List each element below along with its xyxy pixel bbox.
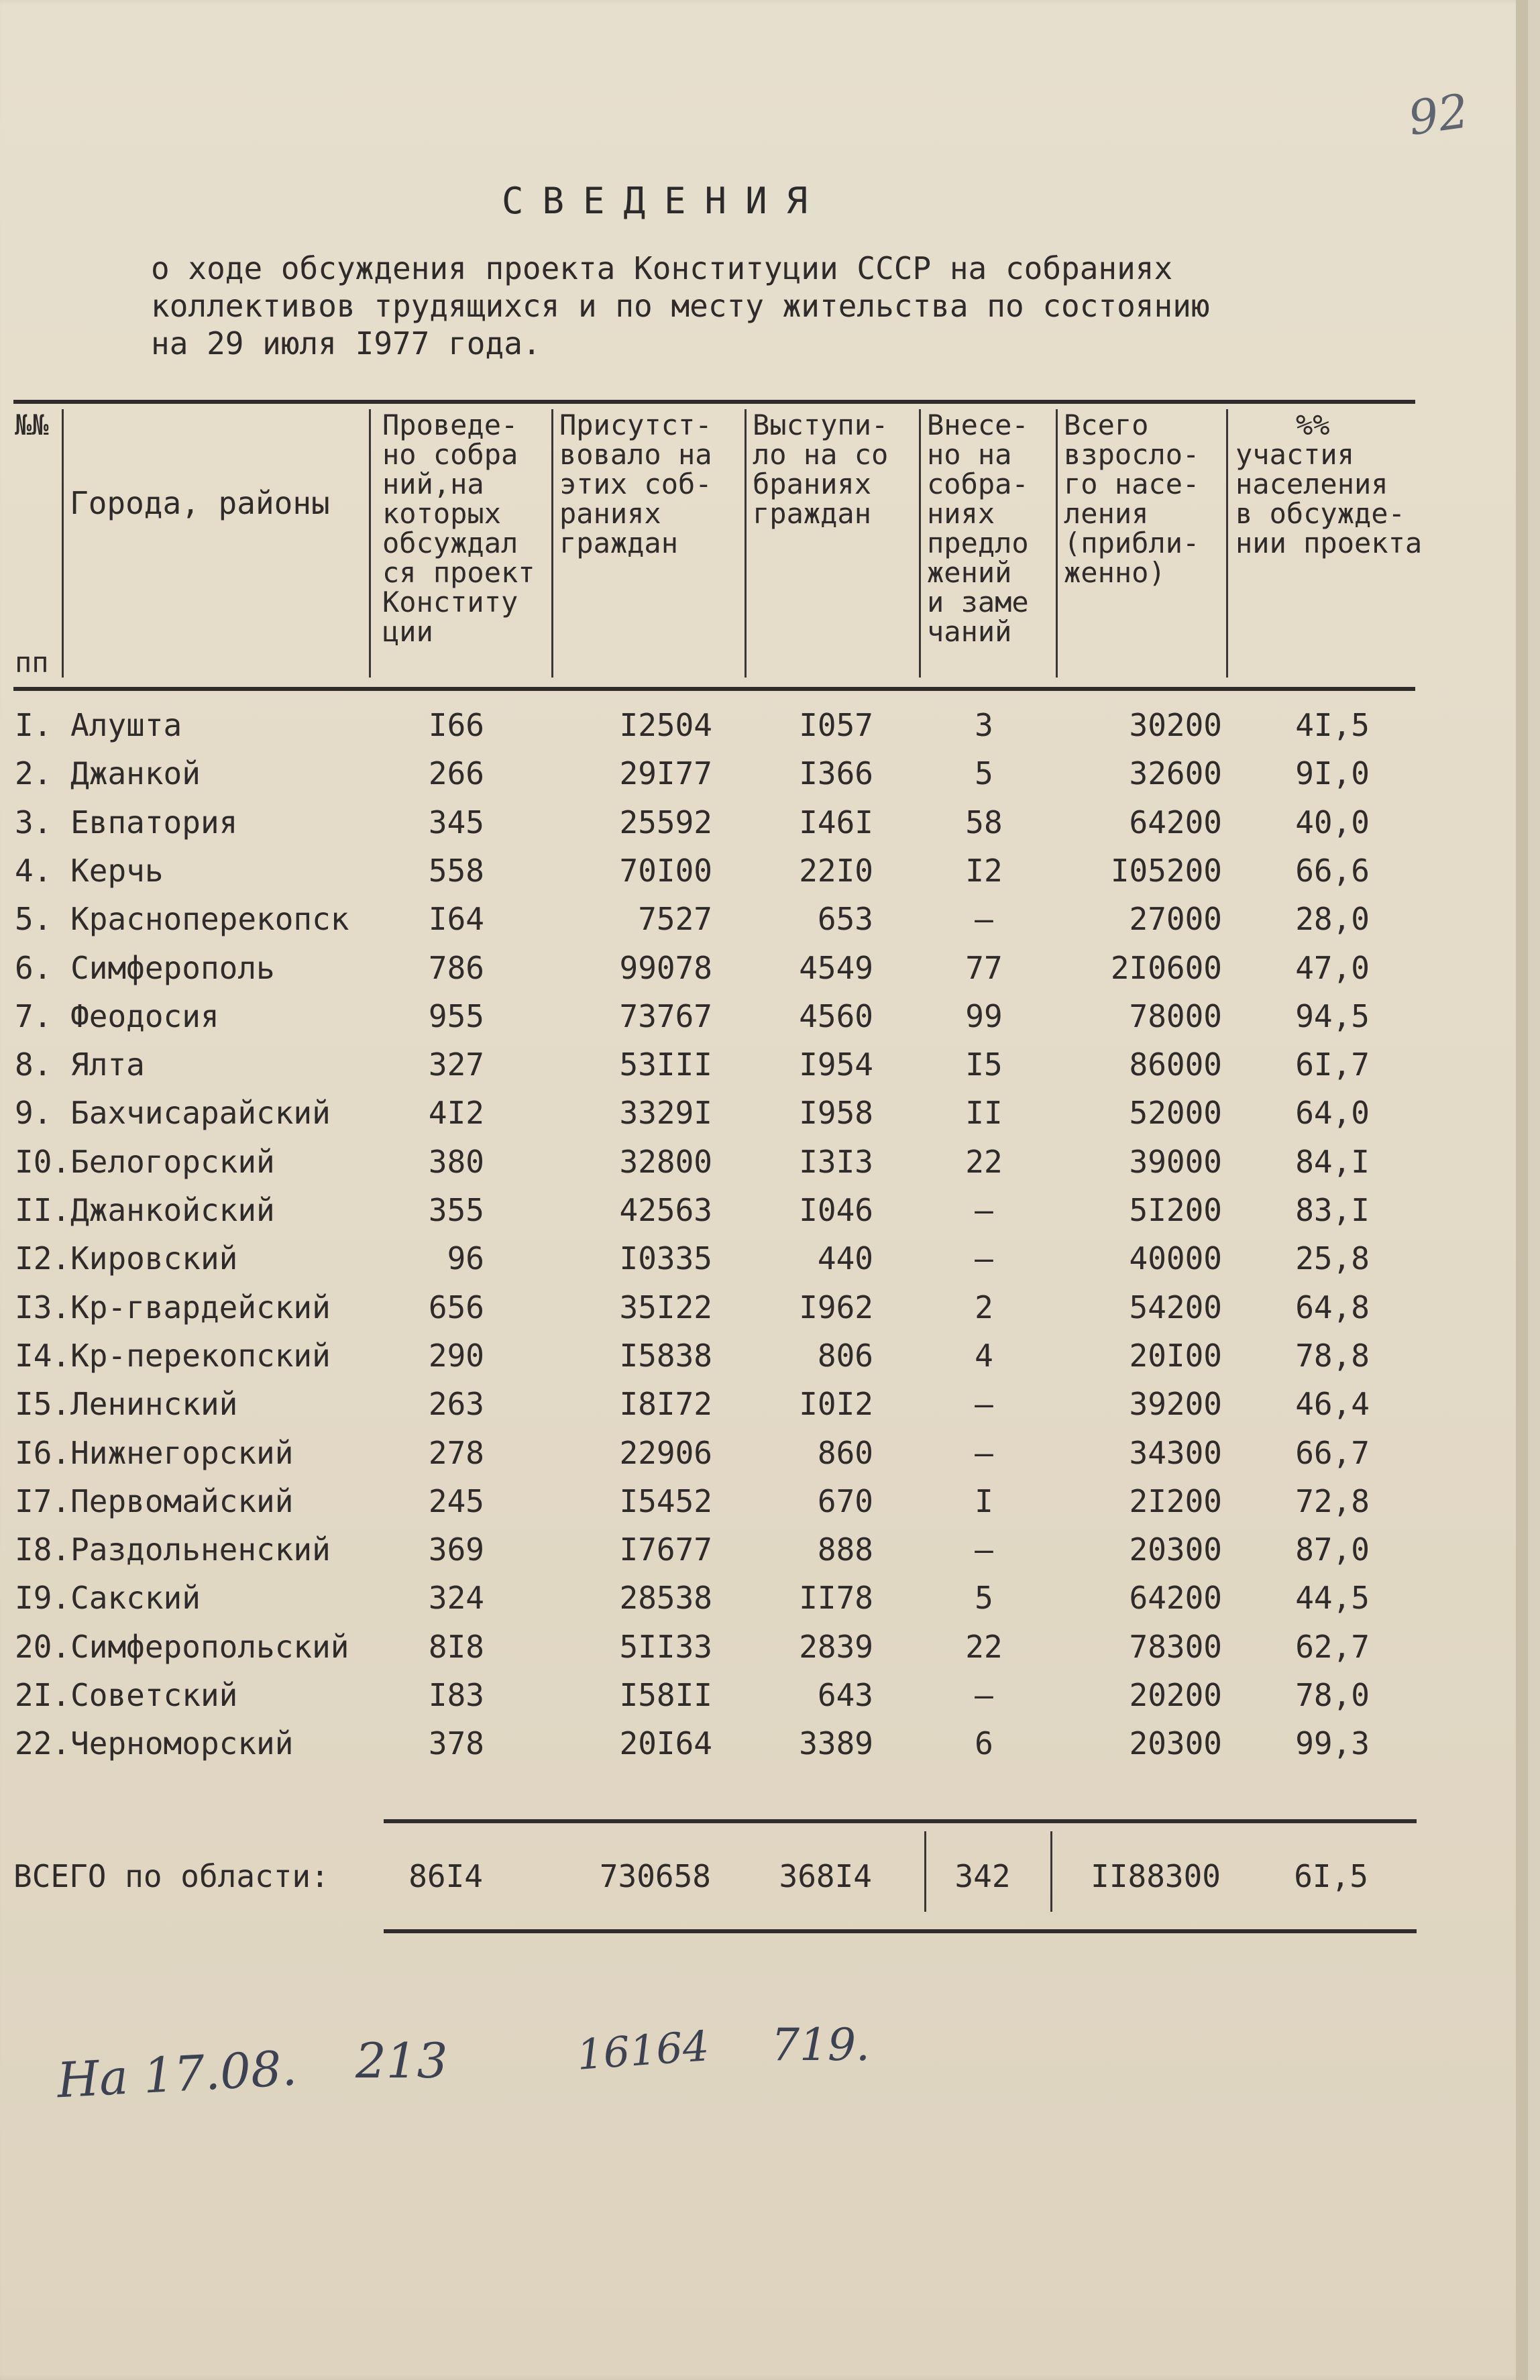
row-speakers: I954 [799,1046,873,1083]
row-speakers: I962 [799,1289,873,1326]
row-percent: 25,8 [1295,1240,1370,1277]
row-proposals: – [975,1240,993,1277]
row-percent: 28,0 [1295,901,1370,938]
table-row [15,1580,1370,1628]
row-population: 78000 [1129,997,1222,1034]
row-meetings: 8I8 [428,1628,484,1665]
row-percent: 78,8 [1295,1337,1370,1374]
row-present: 32800 [619,1143,712,1180]
row-percent: 78,0 [1295,1677,1370,1713]
row-percent: 94,5 [1295,997,1370,1034]
row-proposals: – [975,901,993,938]
table-top-rule [13,400,1415,404]
row-speakers: II78 [799,1580,873,1617]
row-label: 20.Симферопольский [15,1628,349,1665]
row-present: I5452 [619,1482,712,1519]
row-present: 29I77 [619,755,712,792]
row-percent: 66,7 [1295,1434,1370,1471]
row-present: 73767 [619,997,712,1034]
row-percent: 83,I [1295,1192,1370,1228]
table-row [15,1434,1370,1483]
row-proposals: 58 [965,804,1003,841]
header-separator [551,409,553,678]
row-proposals: 4 [975,1337,993,1374]
row-population: 20300 [1129,1531,1222,1568]
row-proposals: 3 [975,707,993,743]
row-meetings: I64 [428,901,484,938]
row-speakers: 653 [817,901,873,938]
row-population: 5I200 [1129,1192,1222,1228]
row-present: 25592 [619,804,712,841]
row-present: 20I64 [619,1725,712,1762]
row-label: 4. Керчь [15,852,164,889]
table-row [15,852,1370,901]
row-percent: 84,I [1295,1143,1370,1180]
row-present: 5II33 [619,1628,712,1665]
row-meetings: 558 [428,852,484,889]
row-label: I8.Раздольненский [15,1531,331,1568]
row-label: 3. Евпатория [15,804,238,841]
row-proposals: 99 [965,997,1003,1034]
row-percent: 66,6 [1295,852,1370,889]
row-proposals: 22 [965,1628,1003,1665]
total-population: II88300 [1091,1858,1221,1894]
header-separator [1056,409,1058,678]
row-speakers: I057 [799,707,873,743]
total-top-rule [384,1819,1417,1823]
row-label: 7. Феодосия [15,997,219,1034]
table-row [15,1386,1370,1434]
handwritten-note-meetings: 213 [355,2033,448,2089]
row-label: I6.Нижнегорский [15,1434,294,1471]
row-proposals: I2 [965,852,1003,889]
row-proposals: 6 [975,1725,993,1762]
table-row [15,997,1370,1046]
total-meetings: 86I4 [408,1858,483,1894]
row-speakers: 806 [817,1337,873,1374]
row-speakers: 4560 [799,997,873,1034]
header-separator [1226,409,1228,678]
row-label: 2I.Советский [15,1677,238,1713]
row-label: 6. Симферополь [15,949,275,986]
row-percent: 9I,0 [1295,755,1370,792]
header-present: Присутст- вовало на этих соб- раниях граждан [559,409,712,559]
row-meetings: I83 [428,1677,484,1713]
row-speakers: I46I [799,804,873,841]
row-percent: 47,0 [1295,949,1370,986]
header-percent: %% участия населения в обсужде- нии проекта [1235,409,1423,559]
table-row [15,1095,1370,1143]
row-label: 9. Бахчисарайский [15,1095,331,1132]
row-label: I5.Ленинский [15,1386,238,1423]
table-row [15,707,1370,755]
handwritten-note-speakers: 719. [771,2019,870,2071]
total-speakers: 368I4 [779,1858,872,1894]
row-present: I0335 [619,1240,712,1277]
row-proposals: II [965,1095,1003,1132]
row-meetings: 96 [447,1240,484,1277]
row-speakers: 643 [817,1677,873,1713]
row-meetings: 369 [428,1531,484,1568]
row-label: 22.Черноморский [15,1725,294,1762]
header-separator [369,409,371,678]
total-proposals: 342 [954,1858,1011,1894]
row-present: 3329I [619,1095,712,1132]
row-speakers: 3389 [799,1725,873,1762]
row-percent: 44,5 [1295,1580,1370,1617]
row-label: II.Джанкойский [15,1192,275,1228]
row-population: 39000 [1129,1143,1222,1180]
header-separator [919,409,921,678]
row-population: 2I0600 [1110,949,1222,986]
row-population: 20I00 [1129,1337,1222,1374]
row-speakers: 670 [817,1482,873,1519]
row-meetings: 245 [428,1482,484,1519]
handwritten-page-number: 92 [1405,83,1472,146]
row-meetings: 263 [428,1386,484,1423]
row-meetings: 278 [428,1434,484,1471]
row-label: I0.Белогорский [15,1143,275,1180]
row-present: I2504 [619,707,712,743]
header-population: Всего взросло- го насе- ления (прибли- женно) [1064,409,1200,589]
row-present: 42563 [619,1192,712,1228]
row-proposals: – [975,1192,993,1228]
row-meetings: 656 [428,1289,484,1326]
row-population: 20200 [1129,1677,1222,1713]
row-speakers: I3I3 [799,1143,873,1180]
row-population: 34300 [1129,1434,1222,1471]
table-row [15,1482,1370,1531]
total-present: 730658 [599,1858,711,1894]
total-percent: 6I,5 [1294,1858,1368,1894]
subtitle-line: коллективов трудящихся и по месту жительства по состоянию [151,288,1210,324]
row-percent: 99,3 [1295,1725,1370,1762]
row-percent: 4I,5 [1295,707,1370,743]
row-present: I5838 [619,1337,712,1374]
row-proposals: 22 [965,1143,1003,1180]
header-name: Города, районы [70,485,330,521]
row-population: 86000 [1129,1046,1222,1083]
row-speakers: I0I2 [799,1386,873,1423]
row-label: I. Алушта [15,707,182,743]
row-proposals: I [975,1482,993,1519]
header-separator [745,409,747,678]
table-row [15,1677,1370,1725]
total-row [13,1858,1422,1906]
row-meetings: 266 [428,755,484,792]
row-meetings: 327 [428,1046,484,1083]
row-label: I9.Сакский [15,1580,201,1617]
row-proposals: – [975,1434,993,1471]
header-speakers: Выступи- ло на со браниях граждан [753,409,889,530]
table-row [15,1531,1370,1580]
handwritten-note-date: На 17.08. [56,2039,298,2109]
row-percent: 62,7 [1295,1628,1370,1665]
row-label: I2.Кировский [15,1240,238,1277]
row-population: 40000 [1129,1240,1222,1277]
row-population: 54200 [1129,1289,1222,1326]
row-meetings: 786 [428,949,484,986]
row-proposals: 5 [975,755,993,792]
row-speakers: 888 [817,1531,873,1568]
row-population: 78300 [1129,1628,1222,1665]
row-proposals: – [975,1386,993,1423]
row-percent: 46,4 [1295,1386,1370,1423]
row-population: 64200 [1129,804,1222,841]
row-speakers: I046 [799,1192,873,1228]
row-percent: 40,0 [1295,804,1370,841]
row-present: 7527 [638,901,712,938]
row-present: I7677 [619,1531,712,1568]
table-row [15,1628,1370,1677]
header-proposals: Внесе- но на собра- ниях предло жений и заме чаний [927,409,1029,648]
row-present: 99078 [619,949,712,986]
header-meetings: Проведе- но собра ний,на которых обсуждал ся проект Конститу ции [382,409,535,648]
row-proposals: 2 [975,1289,993,1326]
paper-edge [1516,0,1528,2380]
row-label: 2. Джанкой [15,755,201,792]
row-speakers: I958 [799,1095,873,1132]
table-row [15,1192,1370,1240]
row-population: 39200 [1129,1386,1222,1423]
row-meetings: 4I2 [428,1095,484,1132]
row-proposals: I5 [965,1046,1003,1083]
row-speakers: 22I0 [799,852,873,889]
table-row [15,1289,1370,1338]
table-row [15,1725,1370,1774]
row-population: 32600 [1129,755,1222,792]
row-label: 5. Красноперекопск [15,901,349,938]
row-speakers: I366 [799,755,873,792]
row-population: 27000 [1129,901,1222,938]
row-present: 28538 [619,1580,712,1617]
row-speakers: 2839 [799,1628,873,1665]
row-population: 2I200 [1129,1482,1222,1519]
row-population: I05200 [1110,852,1222,889]
row-meetings: 378 [428,1725,484,1762]
row-percent: 64,8 [1295,1289,1370,1326]
header-num: пп [15,646,49,679]
table-row [15,1337,1370,1386]
document-subtitle [151,250,1210,362]
row-label: I7.Первомайский [15,1482,294,1519]
row-percent: 64,0 [1295,1095,1370,1132]
row-present: 35I22 [619,1289,712,1326]
row-meetings: 345 [428,804,484,841]
row-label: I3.Кр-гвардейский [15,1289,331,1326]
table-row [15,901,1370,949]
row-population: 20300 [1129,1725,1222,1762]
row-present: 53III [619,1046,712,1083]
document-title: СВЕДЕНИЯ [502,180,827,222]
row-population: 64200 [1129,1580,1222,1617]
row-population: 30200 [1129,707,1222,743]
table-row [15,804,1370,853]
row-meetings: I66 [428,707,484,743]
row-speakers: 440 [817,1240,873,1277]
row-present: 70I00 [619,852,712,889]
table-row [15,1046,1370,1095]
handwritten-note-present: 16164 [575,2021,711,2079]
total-label: ВСЕГО по области: [13,1858,329,1894]
header-separator [62,409,64,678]
row-meetings: 290 [428,1337,484,1374]
row-speakers: 860 [817,1434,873,1471]
row-meetings: 380 [428,1143,484,1180]
table-row [15,1143,1370,1192]
row-proposals: – [975,1531,993,1568]
row-present: I8I72 [619,1386,712,1423]
row-present: I58II [619,1677,712,1713]
header-num: №№ [15,409,49,441]
subtitle-line: на 29 июля I977 года. [151,325,541,362]
subtitle-line: о ходе обсуждения проекта Конституции СССР на собраниях [151,250,1173,286]
row-present: 22906 [619,1434,712,1471]
table-row [15,755,1370,804]
row-proposals: 5 [975,1580,993,1617]
table-row [15,949,1370,998]
row-percent: 87,0 [1295,1531,1370,1568]
row-label: 8. Ялта [15,1046,145,1083]
row-population: 52000 [1129,1095,1222,1132]
row-label: I4.Кр-перекопский [15,1337,331,1374]
row-speakers: 4549 [799,949,873,986]
row-meetings: 324 [428,1580,484,1617]
row-percent: 6I,7 [1295,1046,1370,1083]
row-proposals: – [975,1677,993,1713]
header-bottom-rule [13,687,1415,691]
row-meetings: 955 [428,997,484,1034]
row-percent: 72,8 [1295,1482,1370,1519]
row-meetings: 355 [428,1192,484,1228]
table-row [15,1240,1370,1289]
total-bottom-rule [384,1929,1417,1933]
row-proposals: 77 [965,949,1003,986]
